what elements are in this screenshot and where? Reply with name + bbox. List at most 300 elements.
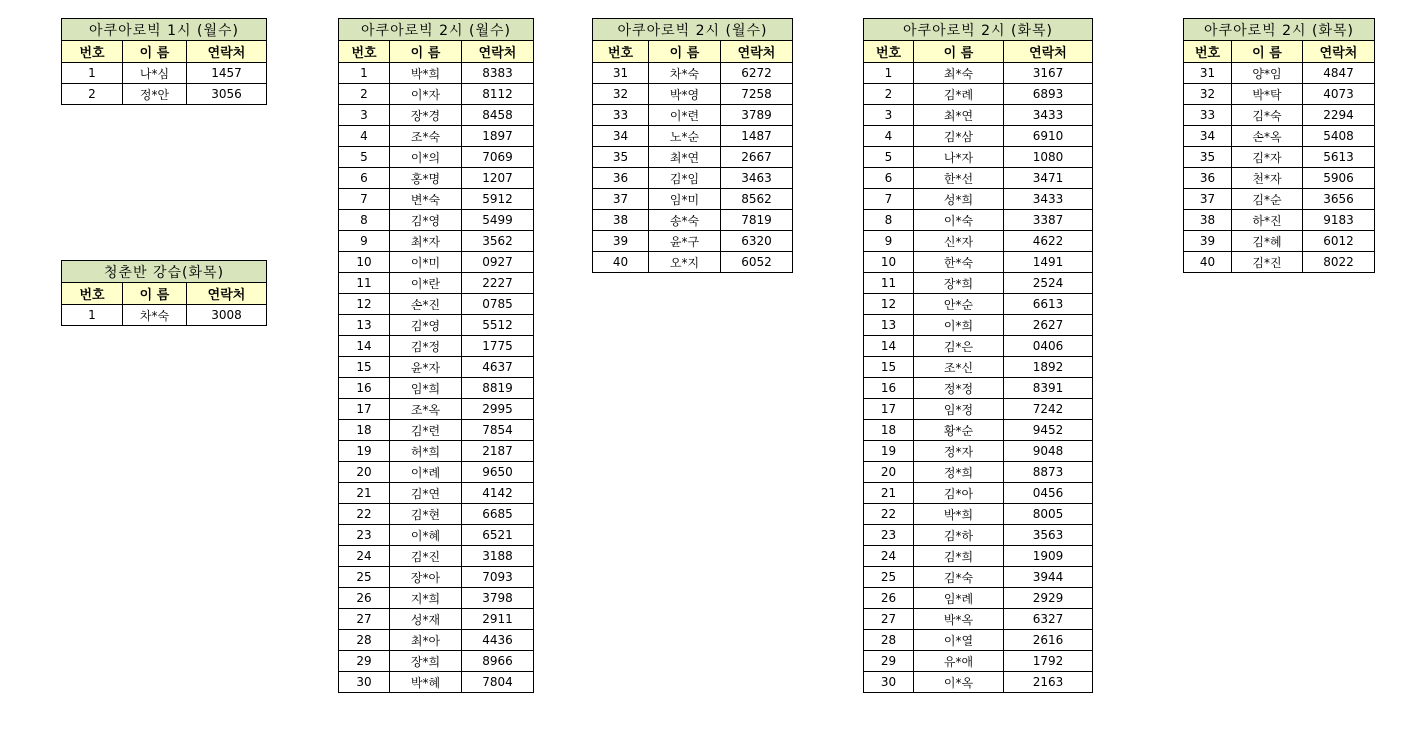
cell-number[interactable]: 1 — [864, 63, 914, 84]
cell-contact[interactable]: 4637 — [462, 357, 534, 378]
cell-number[interactable]: 2 — [864, 84, 914, 105]
cell-name[interactable]: 이*례 — [390, 462, 462, 483]
cell-name[interactable]: 박*탁 — [1232, 84, 1303, 105]
cell-number[interactable]: 13 — [864, 315, 914, 336]
cell-name[interactable]: 정*안 — [123, 84, 187, 105]
cell-contact[interactable]: 4142 — [462, 483, 534, 504]
cell-number[interactable]: 20 — [864, 462, 914, 483]
table-row — [339, 189, 534, 210]
cell-number[interactable]: 28 — [339, 630, 390, 651]
cell-number[interactable]: 3 — [339, 105, 390, 126]
cell-number[interactable]: 30 — [339, 672, 390, 693]
header-name[interactable]: 이 름 — [649, 41, 721, 63]
cell-number[interactable]: 26 — [339, 588, 390, 609]
cell-name[interactable]: 홍*명 — [390, 168, 462, 189]
cell-number[interactable]: 39 — [593, 231, 649, 252]
cell-contact[interactable]: 9650 — [462, 462, 534, 483]
cell-number[interactable]: 32 — [1184, 84, 1232, 105]
cell-number[interactable]: 32 — [593, 84, 649, 105]
header-number[interactable]: 번호 — [62, 41, 123, 63]
cell-name[interactable]: 김*례 — [914, 84, 1004, 105]
cell-name[interactable]: 김*임 — [649, 168, 721, 189]
table-row — [593, 147, 793, 168]
cell-number[interactable]: 7 — [339, 189, 390, 210]
cell-contact[interactable]: 1080 — [1004, 147, 1093, 168]
cell-contact[interactable]: 9452 — [1004, 420, 1093, 441]
cell-number[interactable]: 10 — [339, 252, 390, 273]
cell-contact[interactable]: 0927 — [462, 252, 534, 273]
table-title[interactable]: 아쿠아로빅 2시 (월수) — [339, 19, 534, 41]
cell-number[interactable]: 17 — [339, 399, 390, 420]
cell-name[interactable]: 김*련 — [390, 420, 462, 441]
cell-contact[interactable]: 9048 — [1004, 441, 1093, 462]
cell-number[interactable]: 23 — [864, 525, 914, 546]
cell-contact[interactable]: 1792 — [1004, 651, 1093, 672]
cell-contact[interactable]: 3471 — [1004, 168, 1093, 189]
cell-contact[interactable]: 7804 — [462, 672, 534, 693]
cell-name[interactable]: 변*숙 — [390, 189, 462, 210]
header-number[interactable]: 번호 — [62, 283, 123, 305]
cell-contact[interactable]: 2187 — [462, 441, 534, 462]
cell-name[interactable]: 이*의 — [390, 147, 462, 168]
cell-number[interactable]: 36 — [1184, 168, 1232, 189]
cell-contact[interactable]: 2227 — [462, 273, 534, 294]
cell-number[interactable]: 15 — [339, 357, 390, 378]
cell-name[interactable]: 김*아 — [914, 483, 1004, 504]
cell-name[interactable]: 나*심 — [123, 63, 187, 84]
cell-number[interactable]: 40 — [593, 252, 649, 273]
cell-number[interactable]: 40 — [1184, 252, 1232, 273]
cell-name[interactable]: 양*임 — [1232, 63, 1303, 84]
header-name[interactable]: 이 름 — [123, 283, 187, 305]
cell-name[interactable]: 김*영 — [390, 315, 462, 336]
cell-contact[interactable]: 5912 — [462, 189, 534, 210]
cell-name[interactable]: 이*열 — [914, 630, 1004, 651]
cell-name[interactable]: 나*자 — [914, 147, 1004, 168]
cell-number[interactable]: 8 — [864, 210, 914, 231]
cell-name[interactable]: 김*진 — [1232, 252, 1303, 273]
cell-contact[interactable]: 0456 — [1004, 483, 1093, 504]
cell-number[interactable]: 18 — [339, 420, 390, 441]
cell-contact[interactable]: 8005 — [1004, 504, 1093, 525]
cell-contact[interactable]: 7854 — [462, 420, 534, 441]
cell-contact[interactable]: 6685 — [462, 504, 534, 525]
cell-number[interactable]: 38 — [593, 210, 649, 231]
cell-name[interactable]: 김*순 — [1232, 189, 1303, 210]
cell-name[interactable]: 장*경 — [390, 105, 462, 126]
cell-number[interactable]: 20 — [339, 462, 390, 483]
cell-name[interactable]: 김*진 — [390, 546, 462, 567]
cell-contact[interactable]: 8112 — [462, 84, 534, 105]
cell-name[interactable]: 최*아 — [390, 630, 462, 651]
cell-contact[interactable]: 3656 — [1303, 189, 1375, 210]
table-row — [593, 126, 793, 147]
cell-contact[interactable]: 9183 — [1303, 210, 1375, 231]
header-contact[interactable]: 연락처 — [462, 41, 534, 63]
cell-number[interactable]: 14 — [339, 336, 390, 357]
cell-contact[interactable]: 2627 — [1004, 315, 1093, 336]
cell-name[interactable]: 김*은 — [914, 336, 1004, 357]
cell-contact[interactable]: 3798 — [462, 588, 534, 609]
cell-contact[interactable]: 3944 — [1004, 567, 1093, 588]
cell-name[interactable]: 유*애 — [914, 651, 1004, 672]
cell-number[interactable]: 2 — [62, 84, 123, 105]
cell-number[interactable]: 2 — [339, 84, 390, 105]
cell-contact[interactable]: 8458 — [462, 105, 534, 126]
table-row — [339, 147, 534, 168]
cell-name[interactable]: 신*자 — [914, 231, 1004, 252]
cell-name[interactable]: 성*재 — [390, 609, 462, 630]
cell-number[interactable]: 5 — [339, 147, 390, 168]
cell-name[interactable]: 김*하 — [914, 525, 1004, 546]
cell-contact[interactable]: 6910 — [1004, 126, 1093, 147]
cell-contact[interactable]: 5512 — [462, 315, 534, 336]
cell-contact[interactable]: 7819 — [721, 210, 793, 231]
table-row — [339, 462, 534, 483]
cell-name[interactable]: 차*숙 — [649, 63, 721, 84]
cell-name[interactable]: 윤*자 — [390, 357, 462, 378]
table-row — [864, 651, 1093, 672]
cell-number[interactable]: 12 — [864, 294, 914, 315]
cell-name[interactable]: 손*진 — [390, 294, 462, 315]
table-row — [339, 294, 534, 315]
cell-contact[interactable]: 3789 — [721, 105, 793, 126]
cell-number[interactable]: 29 — [339, 651, 390, 672]
cell-number[interactable]: 38 — [1184, 210, 1232, 231]
cell-contact[interactable]: 1487 — [721, 126, 793, 147]
cell-contact[interactable]: 6613 — [1004, 294, 1093, 315]
cell-contact[interactable]: 8562 — [721, 189, 793, 210]
cell-number[interactable]: 4 — [864, 126, 914, 147]
cell-name[interactable]: 최*연 — [649, 147, 721, 168]
cell-number[interactable]: 16 — [339, 378, 390, 399]
cell-name[interactable]: 윤*구 — [649, 231, 721, 252]
cell-number[interactable]: 37 — [593, 189, 649, 210]
cell-name[interactable]: 조*신 — [914, 357, 1004, 378]
cell-name[interactable]: 이*련 — [649, 105, 721, 126]
cell-number[interactable]: 28 — [864, 630, 914, 651]
cell-name[interactable]: 천*자 — [1232, 168, 1303, 189]
table-row — [864, 336, 1093, 357]
cell-number[interactable]: 22 — [339, 504, 390, 525]
cell-contact[interactable]: 2995 — [462, 399, 534, 420]
cell-name[interactable]: 박*희 — [914, 504, 1004, 525]
cell-name[interactable]: 임*미 — [649, 189, 721, 210]
cell-name[interactable]: 최*숙 — [914, 63, 1004, 84]
header-name[interactable]: 이 름 — [390, 41, 462, 63]
cell-number[interactable]: 17 — [864, 399, 914, 420]
cell-contact[interactable]: 0406 — [1004, 336, 1093, 357]
table-row — [339, 588, 534, 609]
cell-contact[interactable]: 7093 — [462, 567, 534, 588]
cell-name[interactable]: 이*옥 — [914, 672, 1004, 693]
cell-number[interactable]: 1 — [339, 63, 390, 84]
cell-number[interactable]: 7 — [864, 189, 914, 210]
cell-number[interactable]: 6 — [864, 168, 914, 189]
cell-number[interactable]: 34 — [593, 126, 649, 147]
cell-name[interactable]: 노*순 — [649, 126, 721, 147]
cell-contact[interactable]: 8873 — [1004, 462, 1093, 483]
cell-contact[interactable]: 5613 — [1303, 147, 1375, 168]
cell-name[interactable]: 송*숙 — [649, 210, 721, 231]
cell-number[interactable]: 22 — [864, 504, 914, 525]
cell-name[interactable]: 정*희 — [914, 462, 1004, 483]
cell-contact[interactable]: 6272 — [721, 63, 793, 84]
cell-name[interactable]: 최*연 — [914, 105, 1004, 126]
cell-number[interactable]: 15 — [864, 357, 914, 378]
cell-contact[interactable]: 3167 — [1004, 63, 1093, 84]
cell-number[interactable]: 5 — [864, 147, 914, 168]
cell-contact[interactable]: 5906 — [1303, 168, 1375, 189]
cell-number[interactable]: 23 — [339, 525, 390, 546]
header-number[interactable]: 번호 — [339, 41, 390, 63]
cell-contact[interactable]: 2911 — [462, 609, 534, 630]
header-number[interactable]: 번호 — [1184, 41, 1232, 63]
cell-number[interactable]: 11 — [339, 273, 390, 294]
cell-contact[interactable]: 3562 — [462, 231, 534, 252]
cell-contact[interactable]: 2667 — [721, 147, 793, 168]
cell-name[interactable]: 이*숙 — [914, 210, 1004, 231]
cell-name[interactable]: 최*자 — [390, 231, 462, 252]
cell-name[interactable]: 임*희 — [390, 378, 462, 399]
cell-number[interactable]: 24 — [339, 546, 390, 567]
cell-name[interactable]: 임*례 — [914, 588, 1004, 609]
cell-contact[interactable]: 0785 — [462, 294, 534, 315]
cell-number[interactable]: 30 — [864, 672, 914, 693]
cell-contact[interactable]: 8966 — [462, 651, 534, 672]
cell-name[interactable]: 김*혜 — [1232, 231, 1303, 252]
table-title[interactable]: 아쿠아로빅 2시 (화목) — [1184, 19, 1375, 41]
cell-name[interactable]: 이*란 — [390, 273, 462, 294]
cell-number[interactable]: 10 — [864, 252, 914, 273]
cell-number[interactable]: 27 — [339, 609, 390, 630]
header-contact[interactable]: 연락처 — [721, 41, 793, 63]
cell-number[interactable]: 9 — [339, 231, 390, 252]
cell-contact[interactable]: 1909 — [1004, 546, 1093, 567]
cell-name[interactable]: 허*희 — [390, 441, 462, 462]
cell-name[interactable]: 정*자 — [914, 441, 1004, 462]
cell-contact[interactable]: 6012 — [1303, 231, 1375, 252]
cell-number[interactable]: 29 — [864, 651, 914, 672]
cell-name[interactable]: 임*정 — [914, 399, 1004, 420]
cell-name[interactable]: 오*지 — [649, 252, 721, 273]
table-title[interactable]: 아쿠아로빅 1시 (월수) — [62, 19, 267, 41]
cell-contact[interactable]: 3563 — [1004, 525, 1093, 546]
cell-contact[interactable]: 5499 — [462, 210, 534, 231]
cell-contact[interactable]: 1775 — [462, 336, 534, 357]
cell-number[interactable]: 33 — [1184, 105, 1232, 126]
table-row — [62, 305, 267, 326]
cell-name[interactable]: 김*숙 — [914, 567, 1004, 588]
cell-name[interactable]: 황*순 — [914, 420, 1004, 441]
cell-number[interactable]: 33 — [593, 105, 649, 126]
cell-contact[interactable]: 4436 — [462, 630, 534, 651]
cell-name[interactable]: 김*삼 — [914, 126, 1004, 147]
cell-number[interactable]: 39 — [1184, 231, 1232, 252]
cell-name[interactable]: 장*희 — [390, 651, 462, 672]
cell-contact[interactable]: 2616 — [1004, 630, 1093, 651]
cell-name[interactable]: 장*희 — [914, 273, 1004, 294]
cell-contact[interactable]: 8391 — [1004, 378, 1093, 399]
cell-number[interactable]: 25 — [864, 567, 914, 588]
cell-contact[interactable]: 6521 — [462, 525, 534, 546]
cell-number[interactable]: 21 — [339, 483, 390, 504]
cell-contact[interactable]: 6052 — [721, 252, 793, 273]
cell-contact[interactable]: 4073 — [1303, 84, 1375, 105]
cell-name[interactable]: 김*현 — [390, 504, 462, 525]
roster-table — [61, 260, 267, 326]
cell-number[interactable]: 9 — [864, 231, 914, 252]
cell-name[interactable]: 정*정 — [914, 378, 1004, 399]
cell-contact[interactable]: 2929 — [1004, 588, 1093, 609]
cell-name[interactable]: 조*숙 — [390, 126, 462, 147]
cell-number[interactable]: 12 — [339, 294, 390, 315]
cell-name[interactable]: 박*혜 — [390, 672, 462, 693]
cell-number[interactable]: 19 — [339, 441, 390, 462]
cell-number[interactable]: 31 — [593, 63, 649, 84]
header-number[interactable]: 번호 — [593, 41, 649, 63]
cell-number[interactable]: 1 — [62, 305, 123, 326]
cell-contact[interactable]: 6320 — [721, 231, 793, 252]
cell-name[interactable]: 성*희 — [914, 189, 1004, 210]
cell-number[interactable]: 18 — [864, 420, 914, 441]
cell-number[interactable]: 26 — [864, 588, 914, 609]
cell-name[interactable]: 조*옥 — [390, 399, 462, 420]
cell-contact[interactable]: 3433 — [1004, 189, 1093, 210]
header-contact[interactable]: 연락처 — [1303, 41, 1375, 63]
cell-number[interactable]: 24 — [864, 546, 914, 567]
cell-name[interactable]: 박*영 — [649, 84, 721, 105]
cell-contact[interactable]: 7069 — [462, 147, 534, 168]
cell-contact[interactable]: 3433 — [1004, 105, 1093, 126]
table-row — [864, 294, 1093, 315]
cell-name[interactable]: 하*진 — [1232, 210, 1303, 231]
cell-contact[interactable]: 2294 — [1303, 105, 1375, 126]
cell-number[interactable]: 25 — [339, 567, 390, 588]
cell-number[interactable]: 34 — [1184, 126, 1232, 147]
cell-number[interactable]: 13 — [339, 315, 390, 336]
table-row — [339, 441, 534, 462]
cell-contact[interactable]: 1491 — [1004, 252, 1093, 273]
cell-contact[interactable]: 2163 — [1004, 672, 1093, 693]
cell-name[interactable]: 김*정 — [390, 336, 462, 357]
cell-name[interactable]: 한*선 — [914, 168, 1004, 189]
cell-name[interactable]: 이*미 — [390, 252, 462, 273]
cell-name[interactable]: 지*희 — [390, 588, 462, 609]
table-row — [339, 273, 534, 294]
cell-number[interactable]: 35 — [1184, 147, 1232, 168]
cell-number[interactable]: 31 — [1184, 63, 1232, 84]
cell-number[interactable]: 3 — [864, 105, 914, 126]
header-name[interactable]: 이 름 — [914, 41, 1004, 63]
roster-table — [61, 18, 267, 105]
cell-contact[interactable]: 3056 — [187, 84, 267, 105]
cell-name[interactable]: 한*숙 — [914, 252, 1004, 273]
cell-contact[interactable]: 1457 — [187, 63, 267, 84]
cell-name[interactable]: 장*아 — [390, 567, 462, 588]
cell-contact[interactable]: 8022 — [1303, 252, 1375, 273]
table-title[interactable]: 아쿠아로빅 2시 (화목) — [864, 19, 1093, 41]
cell-name[interactable]: 박*희 — [390, 63, 462, 84]
cell-number[interactable]: 11 — [864, 273, 914, 294]
cell-contact[interactable]: 1207 — [462, 168, 534, 189]
cell-number[interactable]: 6 — [339, 168, 390, 189]
cell-contact[interactable]: 1892 — [1004, 357, 1093, 378]
cell-number[interactable]: 16 — [864, 378, 914, 399]
cell-number[interactable]: 19 — [864, 441, 914, 462]
roster-table — [863, 18, 1093, 693]
table-row — [1184, 252, 1375, 273]
cell-contact[interactable]: 3463 — [721, 168, 793, 189]
table-title[interactable]: 아쿠아로빅 2시 (월수) — [593, 19, 793, 41]
cell-number[interactable]: 4 — [339, 126, 390, 147]
table-row — [1184, 105, 1375, 126]
cell-contact[interactable]: 6327 — [1004, 609, 1093, 630]
cell-contact[interactable]: 3188 — [462, 546, 534, 567]
cell-contact[interactable]: 5408 — [1303, 126, 1375, 147]
cell-name[interactable]: 손*옥 — [1232, 126, 1303, 147]
cell-name[interactable]: 차*숙 — [123, 305, 187, 326]
cell-contact[interactable]: 4847 — [1303, 63, 1375, 84]
cell-name[interactable]: 이*혜 — [390, 525, 462, 546]
cell-number[interactable]: 27 — [864, 609, 914, 630]
cell-contact[interactable]: 8819 — [462, 378, 534, 399]
cell-number[interactable]: 8 — [339, 210, 390, 231]
table-row — [864, 105, 1093, 126]
cell-name[interactable]: 김*자 — [1232, 147, 1303, 168]
cell-name[interactable]: 이*자 — [390, 84, 462, 105]
table-title[interactable]: 청춘반 강습(화목) — [62, 261, 267, 283]
cell-number[interactable]: 1 — [62, 63, 123, 84]
cell-name[interactable]: 김*연 — [390, 483, 462, 504]
table-row — [593, 168, 793, 189]
cell-contact[interactable]: 6893 — [1004, 84, 1093, 105]
cell-contact[interactable]: 3008 — [187, 305, 267, 326]
cell-contact[interactable]: 4622 — [1004, 231, 1093, 252]
cell-number[interactable]: 36 — [593, 168, 649, 189]
cell-number[interactable]: 35 — [593, 147, 649, 168]
table-row — [864, 609, 1093, 630]
cell-contact[interactable]: 2524 — [1004, 273, 1093, 294]
cell-name[interactable]: 김*희 — [914, 546, 1004, 567]
cell-contact[interactable]: 8383 — [462, 63, 534, 84]
table-row — [593, 189, 793, 210]
header-name[interactable]: 이 름 — [1232, 41, 1303, 63]
cell-contact[interactable]: 1897 — [462, 126, 534, 147]
table-row — [864, 588, 1093, 609]
cell-contact[interactable]: 7258 — [721, 84, 793, 105]
cell-name[interactable]: 이*희 — [914, 315, 1004, 336]
cell-name[interactable]: 김*영 — [390, 210, 462, 231]
cell-contact[interactable]: 7242 — [1004, 399, 1093, 420]
cell-name[interactable]: 김*숙 — [1232, 105, 1303, 126]
cell-name[interactable]: 안*순 — [914, 294, 1004, 315]
cell-contact[interactable]: 3387 — [1004, 210, 1093, 231]
header-number[interactable]: 번호 — [864, 41, 914, 63]
header-contact[interactable]: 연락처 — [187, 41, 267, 63]
header-contact[interactable]: 연락처 — [187, 283, 267, 305]
table-row — [339, 126, 534, 147]
header-contact[interactable]: 연락처 — [1004, 41, 1093, 63]
cell-name[interactable]: 박*옥 — [914, 609, 1004, 630]
cell-number[interactable]: 21 — [864, 483, 914, 504]
table-row — [1184, 210, 1375, 231]
header-name[interactable]: 이 름 — [123, 41, 187, 63]
table-row — [864, 525, 1093, 546]
cell-number[interactable]: 14 — [864, 336, 914, 357]
cell-number[interactable]: 37 — [1184, 189, 1232, 210]
table-row — [864, 147, 1093, 168]
